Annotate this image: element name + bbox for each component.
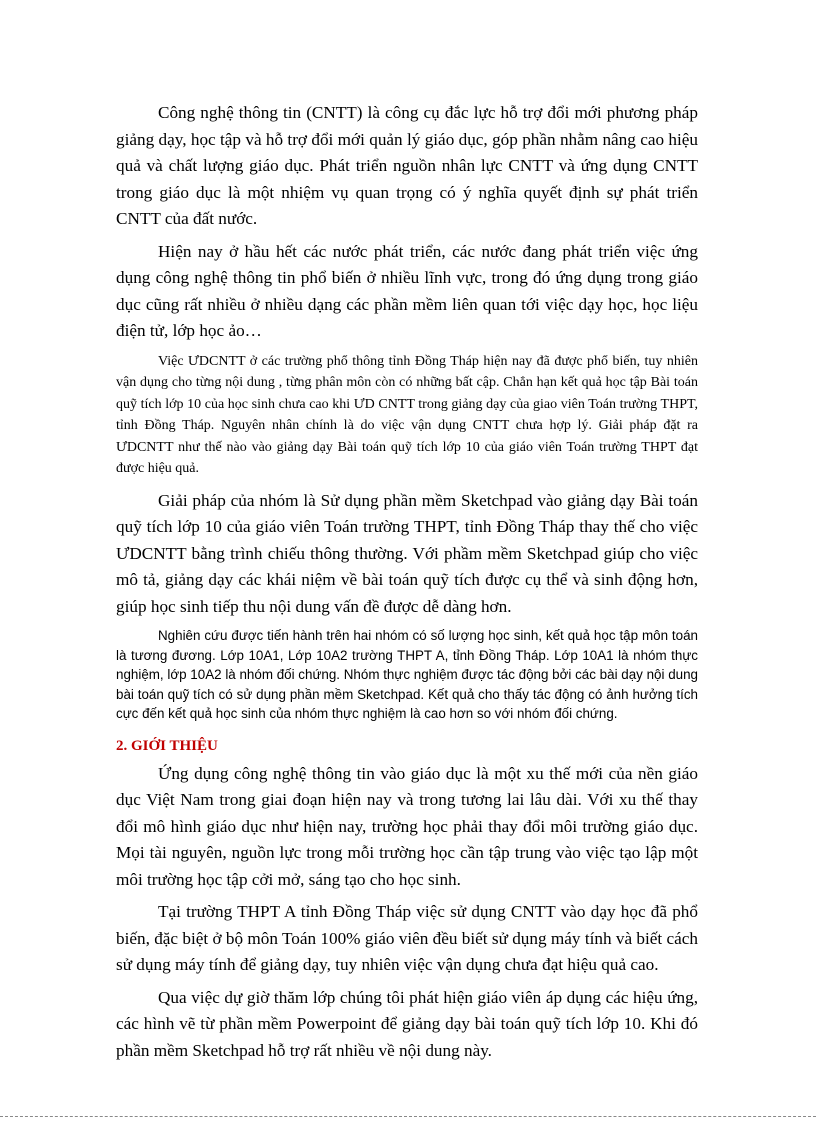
paragraph-thpt-a: Tại trường THPT A tỉnh Đồng Tháp việc sử dụng CNTT vào dạy học đã phổ biến, đặc biệt ở bộ môn Toán 100% giáo viên đều biết sử dụng máy tính và biết cách sử dụng máy tính để giảng dạy, tuy nhiên việc vận dụng chưa đạt hiệu quả cao. [116, 902, 698, 974]
paragraph-du-gio: Qua việc dự giờ thăm lớp chúng tôi phát hiện giáo viên áp dụng các hiệu ứng, các hình vẽ từ phần mềm Powerpoint để giảng dạy bài toán quỹ tích lớp 10. Khi đó phần mềm Sketchpad hỗ trợ rất nhiều về nội dung này. [116, 987, 698, 1060]
paragraph-cntt-intro: Công nghệ thông tin (CNTT) là công cụ đắc lực hỗ trợ đổi mới phương pháp giảng dạy, học tập và hỗ trợ đổi mới quản lý giáo dục, góp phần nhằm nâng cao hiệu quả và chất lượng giáo dục. Phát triển nguồn nhân lực CNTT và ứng dụng CNTT trong giáo dục là một nhiệm vụ quan trọng có ý nghĩa quyết định sự phát triển CNTT của đất nước. [116, 103, 698, 228]
page-bottom-divider [0, 1116, 816, 1117]
section-heading-introduction: 2. GIỚI THIỆU [116, 737, 218, 754]
paragraph-developed-countries: Hiện nay ở hầu hết các nước phát triển, các nước đang phát triển việc ứng dụng công nghệ thông tin phổ biến ở nhiều lĩnh vực, trong đó ứng dụng trong giáo dục cũng rất nhiều ở nhiều dạng các phần mềm liên quan tới việc dạy học, học liệu điện tử, lớp học ảo… [116, 241, 698, 340]
paragraph-udcntt-dong-thap: Việc ƯDCNTT ở các trường phổ thông tỉnh Đồng Tháp hiện nay đã được phổ biến, tuy nhiên vận dụng cho từng nội dung , từng phân môn còn có những bất cập. Chẳn hạn kết quả học tập Bài toán quỹ tích lớp 10 của học sinh chưa cao khi ƯD CNTT trong giảng dạy của giao viên Toán trường THPT, tỉnh Đồng Tháp. Nguyên nhân chính là do việc vận dụng CNTT chưa hợp lý. Giải pháp đặt ra ƯDCNTT như thế nào vào giảng dạy Bài toán quỹ tích lớp 10 của giáo viên Toán trường THPT đạt được hiệu quả. [116, 353, 698, 476]
document-page [116, 100, 698, 1070]
paragraph-sketchpad-solution: Giải pháp của nhóm là Sử dụng phần mềm Sketchpad vào giảng dạy Bài toán quỹ tích lớp 10 của giáo viên Toán trường THPT, tỉnh Đồng Tháp thay thế cho việc ƯDCNTT bằng trình chiếu thông thường. Với phầm mềm Sketchpad giúp cho việc mô tả, giảng dạy các khái niệm về bài toán quỹ tích được cụ thể và sinh động hơn, giúp học sinh tiếp thu nội dung vấn đề được dễ dàng hơn. [116, 490, 698, 616]
paragraph-research-summary: Nghiên cứu được tiến hành trên hai nhóm có số lượng học sinh, kết quả học tập môn toán là tương đương. Lớp 10A1, Lớp 10A2 trường THPT A, tỉnh Đồng Tháp. Lớp 10A1 là nhóm thực nghiệm, lớp 10A2 là nhóm đối chứng. Nhóm thực nghiệm được tác động bởi các bài dạy nội dung bài toán quỹ tích có sử dụng phần mềm Sketchpad. Kết quả cho thấy tác động có ảnh hưởng tích cực đến kết quả học sinh của nhóm thực nghiệm là cao hơn so với nhóm đối chứng. [116, 628, 698, 721]
paragraph-xu-the: Ứng dụng công nghệ thông tin vào giáo dục là một xu thế mới của nền giáo dục Việt Nam trong giai đoạn hiện nay và trong tương lai lâu dài. Với xu thế thay đổi mô hình giáo dục như hiện nay, trường học phải thay đổi môi trường giáo dục. Mọi tài nguyên, nguồn lực trong mỗi trường học cần tập trung vào việc tạo lập một môi trường học tập cởi mở, sáng tạo cho học sinh. [116, 763, 698, 889]
